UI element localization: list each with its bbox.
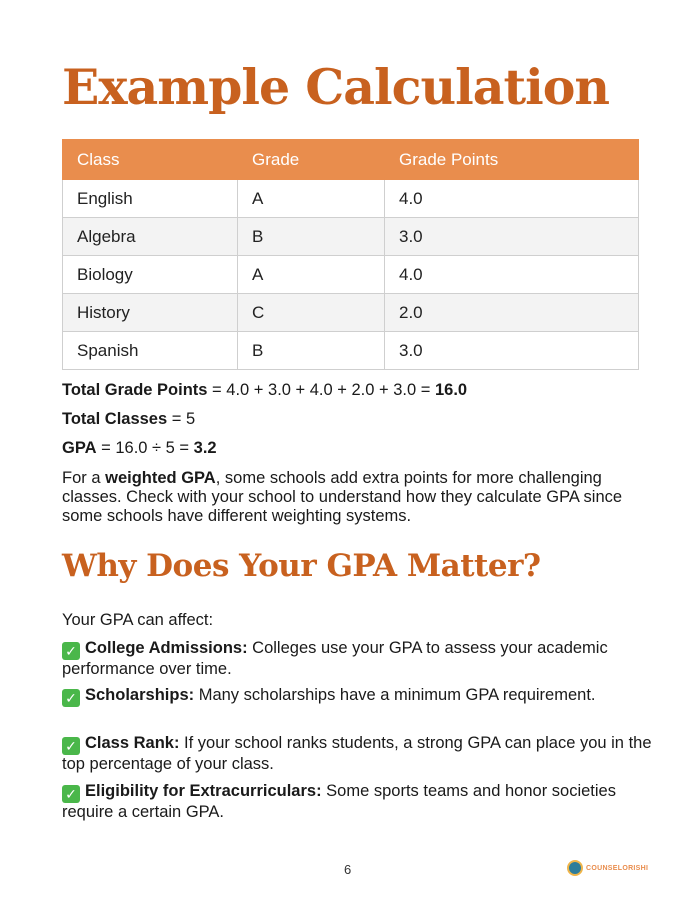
table-header-row xyxy=(63,140,639,180)
check-mark-icon: ✓ xyxy=(62,642,80,660)
total-classes-label: Total Classes xyxy=(62,410,168,428)
cell-class: History xyxy=(63,294,238,332)
column-header-class: Class xyxy=(63,140,238,180)
gpa-line xyxy=(62,439,217,458)
table-row xyxy=(63,180,639,218)
item-label: Class Rank: xyxy=(85,734,180,752)
table-row xyxy=(63,256,639,294)
cell-class: Algebra xyxy=(63,218,238,256)
cell-grade: B xyxy=(238,332,385,370)
list-item xyxy=(62,782,652,822)
total-grade-points-expression: = 4.0 + 3.0 + 4.0 + 2.0 + 3.0 = xyxy=(207,381,435,399)
item-label: Scholarships: xyxy=(85,686,195,704)
gpa-value: 3.2 xyxy=(193,439,217,457)
table-row xyxy=(63,332,639,370)
check-mark-icon: ✓ xyxy=(62,737,80,755)
cell-grade: A xyxy=(238,256,385,294)
cell-grade-points: 3.0 xyxy=(385,218,639,256)
cell-grade-points: 4.0 xyxy=(385,180,639,218)
section-heading: Why Does Your GPA Matter? xyxy=(62,548,541,584)
table-row xyxy=(63,218,639,256)
weighted-text-pre: For a xyxy=(62,469,106,487)
weighted-gpa-term: weighted GPA xyxy=(105,469,216,487)
gpa-affect-intro: Your GPA can affect: xyxy=(62,611,214,629)
total-grade-points-line xyxy=(62,381,467,400)
gpa-label: GPA xyxy=(62,439,97,457)
cell-grade: C xyxy=(238,294,385,332)
cell-grade-points: 3.0 xyxy=(385,332,639,370)
total-grade-points-value: 16.0 xyxy=(434,381,468,399)
cell-grade-points: 2.0 xyxy=(385,294,639,332)
check-mark-icon: ✓ xyxy=(62,785,80,803)
cell-grade: A xyxy=(238,180,385,218)
column-header-grade: Grade xyxy=(238,140,385,180)
item-text: Many scholarships have a minimum GPA requirement. xyxy=(194,686,596,704)
check-mark-icon: ✓ xyxy=(62,689,80,707)
table-row xyxy=(63,294,639,332)
list-item xyxy=(62,639,652,679)
cell-class: Biology xyxy=(63,256,238,294)
total-grade-points-label: Total Grade Points xyxy=(62,381,208,399)
logo-icon xyxy=(567,860,583,876)
list-item xyxy=(62,734,652,774)
page-number: 6 xyxy=(344,862,352,877)
column-header-grade-points: Grade Points xyxy=(385,140,639,180)
item-text: Colleges use your GPA to assess your academic performance over time. xyxy=(62,639,608,678)
brand-logo xyxy=(567,860,648,876)
total-classes-line xyxy=(62,410,195,429)
item-text: If your school ranks students, a strong GPA can place you in the top percentage of your class. xyxy=(62,734,652,773)
logo-text: COUNSELORISHI xyxy=(586,864,649,872)
total-classes-expression: = 5 xyxy=(167,410,196,428)
weighted-gpa-paragraph xyxy=(62,469,652,526)
item-text: Some sports teams and honor societies require a certain GPA. xyxy=(62,782,616,821)
item-label: Eligibility for Extracurriculars: xyxy=(85,782,322,800)
cell-class: English xyxy=(63,180,238,218)
gpa-expression: = 16.0 ÷ 5 = xyxy=(96,439,194,457)
page-title: Example Calculation xyxy=(62,58,610,116)
cell-grade-points: 4.0 xyxy=(385,256,639,294)
item-label: College Admissions: xyxy=(85,639,248,657)
cell-grade: B xyxy=(238,218,385,256)
list-item xyxy=(62,686,652,707)
cell-class: Spanish xyxy=(63,332,238,370)
weighted-text-post: , some schools add extra points for more challenging classes. Check with your school to understand how they calculate GPA since some schools have different weighting systems. xyxy=(62,469,623,525)
grade-table xyxy=(62,139,639,370)
